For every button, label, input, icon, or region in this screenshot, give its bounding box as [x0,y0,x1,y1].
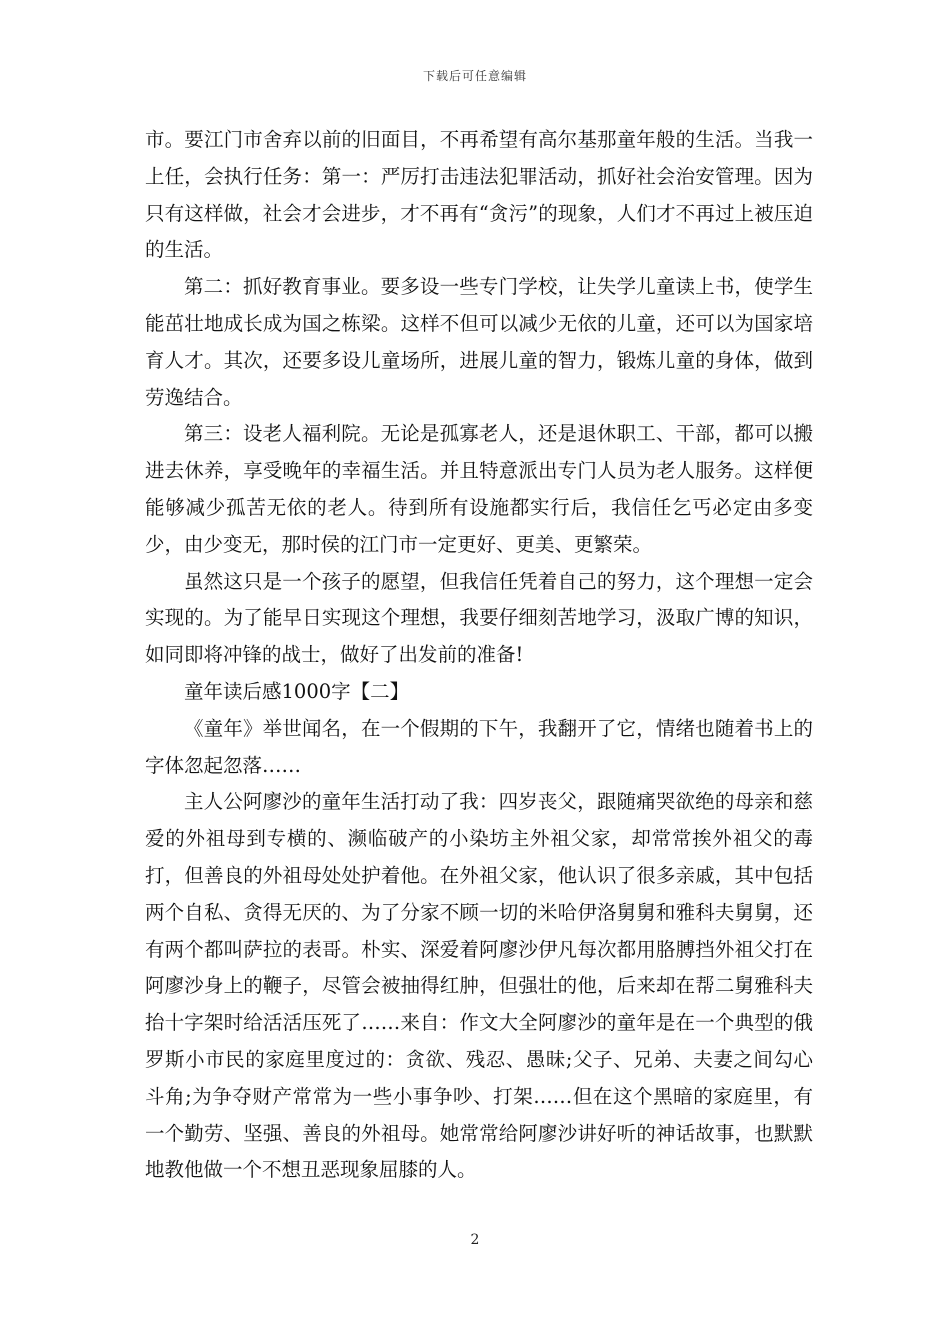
page-number: 2 [470,1232,480,1248]
body-paragraph: 第二：抓好教育事业。要多设一些专门学校，让失学儿童读上书，使学生能茁壮地成长成为国之栋梁。这样不但可以减少无依的儿童，还可以为国家培育人才。其次，还要多设儿童场所，进展儿童的智力，锻炼儿童的身体，做到劳逸结合。 [145,275,813,409]
section-heading: 童年读后感1000字【二】 [184,679,410,703]
body-paragraph: 主人公阿廖沙的童年生活打动了我：四岁丧父，跟随痛哭欲绝的母亲和慈爱的外祖母到专横的、濒临破产的小染坊主外祖父家，却常常挨外祖父的毒打，但善良的外祖母处处护着他。在外祖父家，他认识了很多亲戚，其中包括两个自私、贪得无厌的、为了分家不顾一切的米哈伊洛舅舅和雅科夫舅舅，还有两个都叫萨拉的表哥。朴实、深爱着阿廖沙伊凡每次都用胳膊挡外祖父打在阿廖沙身上的鞭子，尽管会被抽得红肿，但强壮的他，后来却在帮二舅雅科夫抬十字架时给活活压死了……来自：作文大全阿廖沙的童年是在一个典型的俄罗斯小市民的家庭里度过的：贪欲、残忍、愚昧;父子、兄弟、夫妻之间勾心斗角;为争夺财产常常为一些小事争吵、打架……但在这个黑暗的家庭里，有一个勤劳、坚强、善良的外祖母。她常常给阿廖沙讲好听的神话故事，也默默地教他做一个不想丑恶现象屈膝的人。 [145,790,813,1182]
body-paragraph: 市。要江门市舍弃以前的旧面目，不再希望有高尔基那童年般的生活。当我一上任，会执行任务：第一：严厉打击违法犯罪活动，抓好社会治安管理。因为只有这样做，社会才会进步，才不再有“贪污”的现象，人们才不再过上被压迫的生活。 [145,128,813,262]
document-body [145,122,813,1189]
body-paragraph: 《童年》举世闻名，在一个假期的下午，我翻开了它，情绪也随着书上的字体忽起忽落…… [145,716,813,777]
header-note: 下载后可任意编辑 [422,69,527,83]
body-paragraph: 第三：设老人福利院。无论是孤寡老人，还是退休职工、干部，都可以搬进去休养，享受晚年的幸福生活。并且特意派出专门人员为老人服务。这样便能够减少孤苦无依的老人。待到所有设施都实行后，我信任乞丐必定由多变少，由少变无，那时侯的江门市一定更好、更美、更繁荣。 [145,422,813,556]
body-paragraph: 虽然这只是一个孩子的愿望，但我信任凭着自己的努力，这个理想一定会实现的。为了能早日实现这个理想，我要仔细刻苦地学习，汲取广博的知识，如同即将冲锋的战士，做好了出发前的准备! [145,569,813,667]
